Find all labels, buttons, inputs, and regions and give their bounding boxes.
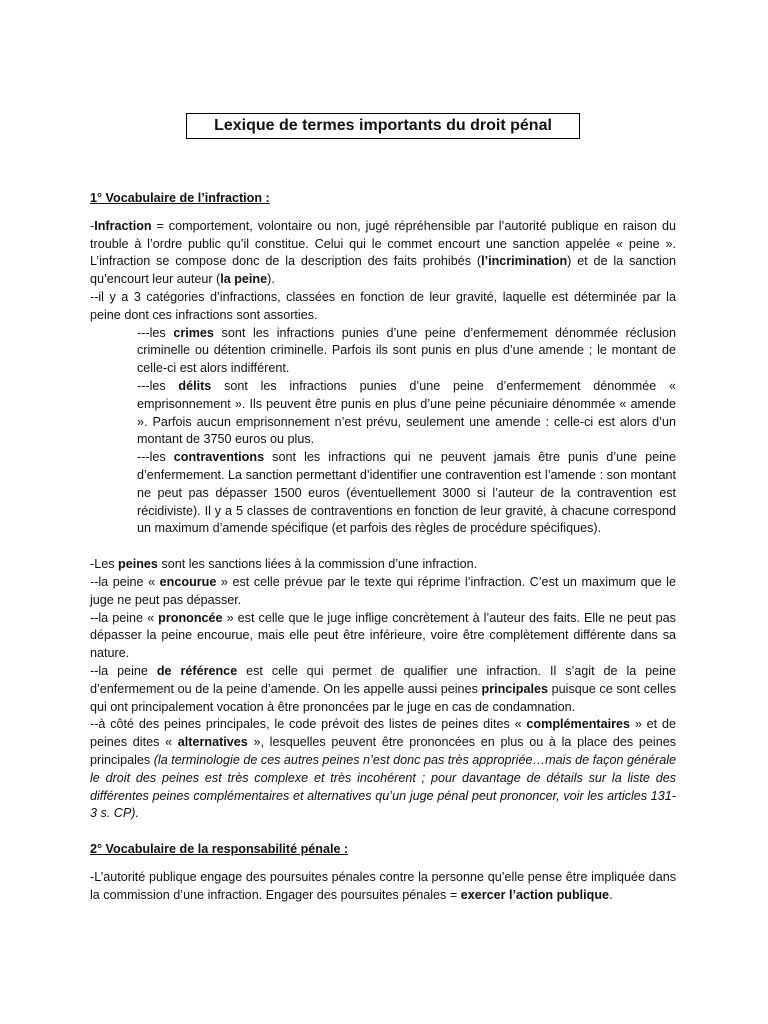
document-title: Lexique de termes importants du droit pénal: [186, 113, 580, 139]
peines-complementaires-paragraph: --à côté des peines principales, le code prévoit des listes de peines dites « complémentaires » et de peines dites « alternatives », lesquelles peuvent être prononcées en plus ou à la place des peines principales (la terminologie de ces autres peines n’est donc pas très appropriée…mais de façon générale le droit des peines est très complexe et très incohérent ; pour davantage de détails sur la liste des différentes peines complémentaires et alternatives qu’un juge pénal peut prononcer, voir les articles 131-3 s. CP).: [90, 717, 677, 821]
document-body: [90, 190, 676, 904]
categories-paragraph: --il y a 3 catégories d’infractions, classées en fonction de leur gravité, laquelle est déterminée par la peine dont ces infractions sont assorties.: [90, 289, 676, 322]
delits-paragraph: ---les délits sont les infractions punies d’une peine d’enfermement dénommée « emprisonnement ». Ils peuvent être punis en plus d’une peine pécuniaire dénommée « amende ». Parfois aucun emprisonnement n’est prévu, seulement une amende : celle-ci est alors d’un montant de 3750 euros ou plus.: [137, 378, 676, 447]
section-1-heading: 1° Vocabulaire de l’infraction :: [90, 191, 270, 205]
peine-reference-paragraph: --la peine de référence est celle qui permet de qualifier une infraction. Il s’agit de la peine d’enfermement ou de la peine d’amende. On les appelle aussi peines principales puisque ce sont celles qui ont principalement vocation à être prononcées par le juge en cas de condamnation.: [90, 663, 676, 714]
contraventions-paragraph: ---les contraventions sont les infractions qui ne peuvent jamais être punis d’une peine d’enfermement. La sanction permettant d’identifier une contravention est l’amende : son montant ne peut pas dépasser 1500 euros (éventuellement 3000 si l’auteur de la contravention est récidiviste). Il y a 5 classes de contraventions en fonction de leur gravité, à chacune correspond un maximum d’amende spécifique (et parfois des règles de procédure spécifiques).: [137, 450, 676, 536]
peine-prononcee-paragraph: --la peine « prononcée » est celle que le juge inflige concrètement à l’auteur des faits. Elle ne peut pas dépasser la peine encourue, mais elle peut être inférieure, voire être complètement différente dans sa nature.: [90, 610, 676, 661]
crimes-paragraph: ---les crimes sont les infractions punies d’une peine d’enfermement dénommée réclusion criminelle ou détention criminelle. Parfois ils sont punis en plus d’une amende ; le montant de celle-ci est alors indifférent.: [137, 325, 676, 376]
poursuites-paragraph: -L’autorité publique engage des poursuites pénales contre la personne qu’elle pense être impliquée dans la commission d’une infraction. Engager des poursuites pénales = exercer l’action publique.: [90, 869, 676, 902]
infraction-definition: -Infraction = comportement, volontaire ou non, jugé répréhensible par l’autorité publique en raison du trouble à l’ordre public qu’il constitue. Celui qui le commet encourt une sanction appelée « peine ». L’infraction se compose donc de la description des faits prohibés (l’incrimination) et de la sanction qu’encourt leur auteur (la peine).: [90, 218, 676, 287]
section-2-heading: 2° Vocabulaire de la responsabilité pénale :: [90, 842, 349, 857]
peines-paragraph: -Les peines sont les sanctions liées à la commission d’une infraction.: [90, 557, 478, 572]
peine-encourue-paragraph: --la peine « encourue » est celle prévue par le texte qui réprime l’infraction. C’est un maximum que le juge ne peut pas dépasser.: [90, 574, 676, 607]
